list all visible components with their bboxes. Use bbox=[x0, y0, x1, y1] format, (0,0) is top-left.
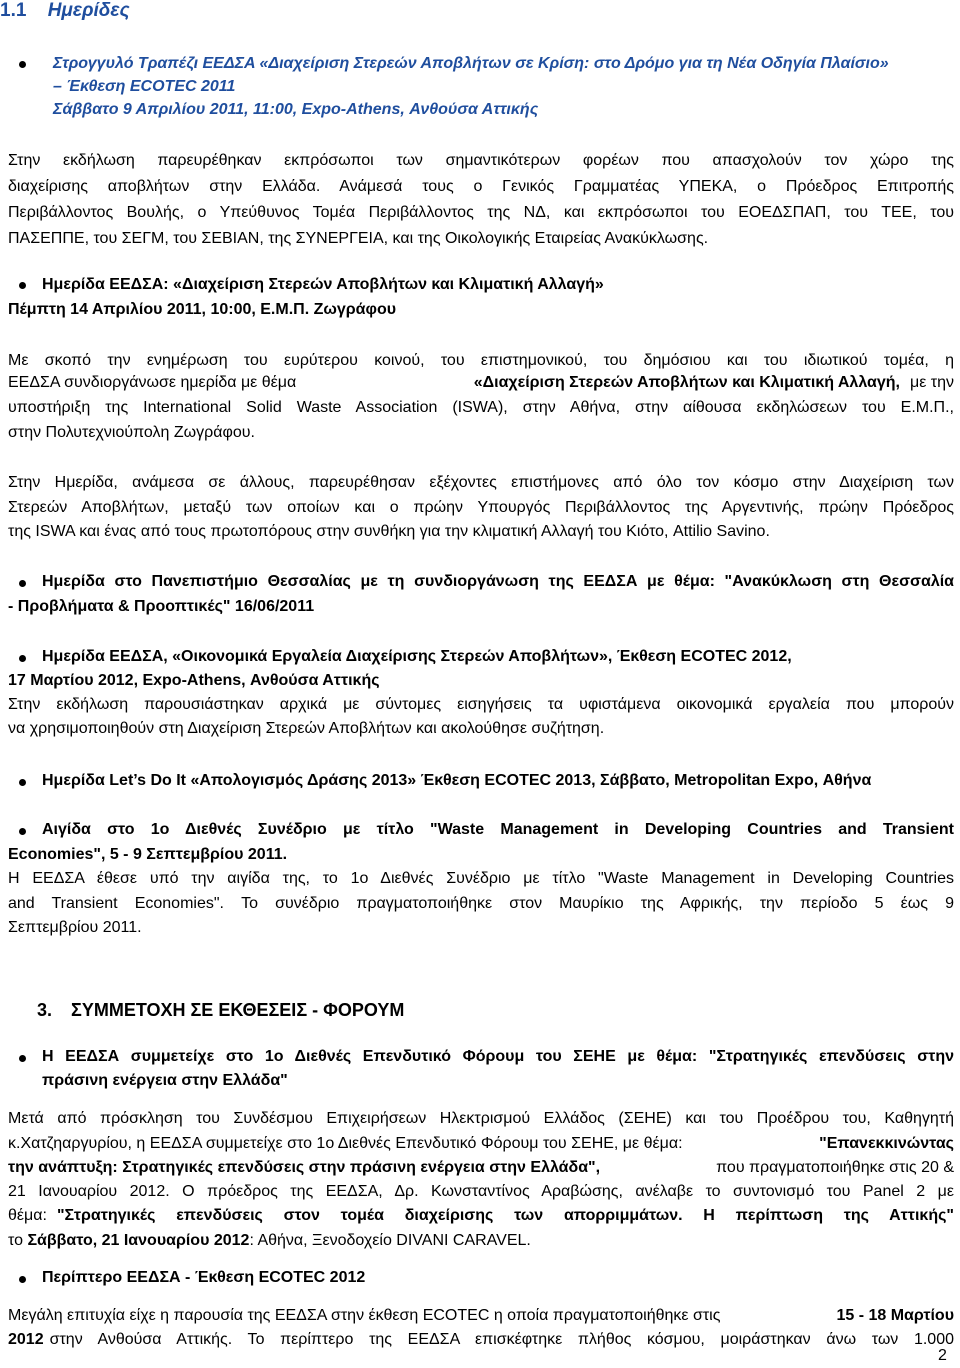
paragraph-line: Η ΕΕΔΣΑ έθεσε υπό την αιγίδα της, το 1ο Διεθνές Συνέδριο με τίτλο "Waste Management in Developing Countries bbox=[8, 870, 954, 887]
paragraph-line: της ISWA και ένας από τους πρωτοπόρους στην συνθήκη για την κλιματική Αλλαγή του Κιότο, Attilio Savino. bbox=[8, 523, 770, 540]
paragraph-line: Μετά από πρόσκληση του Συνδέσμου Επιχειρήσεων Ηλεκτρισμού Ελλάδος (ΣΕΗΕ) και του Προέδρου του, Καθηγητή bbox=[8, 1110, 954, 1127]
section-number: 1.1 bbox=[0, 0, 27, 21]
item-title-cont: Economies", 5 - 9 Σεπτεμβρίου 2011. bbox=[8, 846, 288, 863]
text-run: το bbox=[8, 1232, 23, 1249]
text-run: : Αθήνα, Ξενοδοχείο DIVANI CARAVEL. bbox=[249, 1232, 531, 1249]
paragraph-line bbox=[8, 1305, 954, 1327]
text-run: στην Ανθούσα Αττικής. Το περίπτερο της ΕΕΔΣΑ επισκέφτηκε πλήθος κόσμου, μοιράστηκαν άνω των 1.000 bbox=[49, 1331, 954, 1348]
item-date: 17 Μαρτίου 2012, Expo-Athens, Ανθούσα Αττικής bbox=[8, 672, 380, 689]
paragraph-line: διαχείρισης αποβλήτων στην Ελλάδα. Ανάμεσά τους ο Γενικός Γραμματέας ΥΠΕΚΑ, ο Πρόεδρος Επιτροπής bbox=[8, 178, 954, 195]
item-title: Περίπτερο ΕΕΔΣΑ - Έκθεση ECOTEC 2012 bbox=[42, 1269, 366, 1286]
item-title: Ημερίδα Let’s Do It «Απολογισμός Δράσης 2013» Έκθεση ECOTEC 2013, Σάββατο, Metropolitan Expo, Αθήνα bbox=[42, 772, 872, 789]
bullet-icon bbox=[19, 1055, 26, 1062]
paragraph-line: Στην εκδήλωση παρουσιάστηκαν αρχικά με σύντομες εισηγήσεις τα υφιστάμενα οικονομικά εργαλεία που μπορούν bbox=[8, 696, 954, 713]
section-heading bbox=[37, 999, 404, 1021]
item-title: Ημερίδα ΕΕΔΣΑ, «Οικονομικά Εργαλεία Διαχείρισης Στερεών Αποβλήτων», Έκθεση ECOTEC 2012, bbox=[42, 648, 792, 665]
paragraph-line: Περιβάλλοντος Βουλής, ο Υπεύθυνος Τομέα Περιβάλλοντος της ΝΔ, και εκπρόσωποι του ΕΟΕΔΣΠΑΠ, του ΤΕΕ, του bbox=[8, 204, 954, 221]
item-title: Η ΕΕΔΣΑ συμμετείχε στο 1ο Διεθνές Επενδυτικό Φόρουμ του ΣΕΗΕ με θέμα: "Στρατηγικές επενδύσεις στην bbox=[42, 1048, 954, 1065]
bullet-icon bbox=[19, 779, 26, 786]
item-title-cont: – Έκθεση ECOTEC 2011 bbox=[53, 78, 236, 95]
text-run: που πραγματοποιήθηκε στις 20 & bbox=[716, 1159, 954, 1176]
item-date: Σάββατο 9 Απριλίου 2011, 11:00, Expo-Athens, Ανθούσα Αττικής bbox=[53, 101, 539, 118]
item-title: Ημερίδα ΕΕΔΣΑ: «Διαχείριση Στερεών Αποβλήτων και Κλιματική Αλλαγή» bbox=[42, 276, 604, 293]
section-title: ΣΥΜΜΕΤΟΧΗ ΣΕ ΕΚΘΕΣΕΙΣ - ΦΟΡΟΥΜ bbox=[71, 1000, 405, 1020]
text-run-bold: 2012 bbox=[8, 1331, 44, 1348]
text-run: θέμα: bbox=[8, 1207, 47, 1224]
text-run: κ.Χατζηαργυρίου, η ΕΕΔΣΑ συμμετείχε στο 1ο Διεθνές Επενδυτικό Φόρουμ του ΣΕΗΕ, με θέμα: bbox=[8, 1135, 683, 1152]
item-title-cont: - Προβλήματα & Προοπτικές" 16/06/2011 bbox=[8, 598, 315, 615]
item-title-cont: πράσινη ενέργεια στην Ελλάδα" bbox=[42, 1072, 288, 1089]
text-run-bold: την ανάπτυξη: Στρατηγικές επενδύσεις στην πράσινη ενέργεια στην Ελλάδα", bbox=[8, 1159, 601, 1176]
paragraph-line: and Transient Economies". Το συνέδριο πραγματοποιήθηκε στον Μαυρίκιο της Αφρικής, την περίοδο 5 έως 9 bbox=[8, 895, 954, 912]
paragraph-line bbox=[8, 1205, 954, 1227]
text-run-bold: "Επανεκκινώντας bbox=[819, 1135, 954, 1152]
text-run-bold: "Στρατηγικές επενδύσεις στον τομέα διαχείρισης των απορριμμάτων. Η περίπτωση της Αττικής" bbox=[56, 1207, 954, 1224]
item-date: Πέμπτη 14 Απριλίου 2011, 10:00, Ε.Μ.Π. Ζωγράφου bbox=[8, 301, 397, 318]
bullet-icon bbox=[19, 282, 26, 289]
section-heading bbox=[0, 0, 130, 22]
bullet-icon bbox=[19, 828, 26, 835]
paragraph-line: να χρησιμοποιηθούν στη Διαχείριση Στερεών Αποβλήτων και ακολούθησε συζήτηση. bbox=[8, 720, 605, 737]
paragraph-line: Στην εκδήλωση παρευρέθηκαν εκπρόσωποι των σημαντικότερων φορέων που απασχολούν τον χώρο της bbox=[8, 152, 954, 169]
paragraph-line: στην Πολυτεχνιούπολη Ζωγράφου. bbox=[8, 424, 255, 441]
text-run: Μεγάλη επιτυχία είχε η παρουσία της ΕΕΔΣΑ στην έκθεση ECOTEC η οποία πραγματοποιήθηκε στις bbox=[8, 1307, 721, 1324]
paragraph-line: Στερεών Αποβλήτων, μεταξύ των οποίων και ο πρώην Υπουργός Περιβάλλοντος της Αργεντινής, πρώην Πρόεδρος bbox=[8, 499, 954, 516]
paragraph-line bbox=[8, 1230, 531, 1252]
paragraph-line bbox=[8, 1133, 954, 1155]
paragraph-line: Στην Ημερίδα, ανάμεσα σε άλλους, παρευρέθησαν εξέχοντες επιστήμονες από όλο τον κόσμο στην Διαχείριση των bbox=[8, 474, 954, 491]
item-title: Αιγίδα στο 1ο Διεθνές Συνέδριο με τίτλο "Waste Management in Developing Countries and Transient bbox=[42, 821, 954, 838]
text-run-bold: «Διαχείριση Στερεών Αποβλήτων και Κλιματική Αλλαγή, bbox=[473, 374, 900, 391]
section-number: 3. bbox=[37, 1000, 53, 1020]
bullet-icon bbox=[19, 655, 26, 662]
paragraph-line: 21 Ιανουαρίου 2012. Ο πρόεδρος της ΕΕΔΣΑ, Δρ. Κωνσταντίνος Αραβώσης, ανέλαβε το συντονισμό του Panel 2 με bbox=[8, 1183, 954, 1200]
bullet-icon bbox=[19, 61, 26, 68]
paragraph-line bbox=[8, 372, 954, 394]
text-run: με την bbox=[909, 374, 954, 391]
text-run-bold: Σάββατο, 21 Ιανουαρίου 2012 bbox=[27, 1232, 250, 1249]
bullet-icon bbox=[19, 1276, 26, 1283]
page-number: 2 bbox=[938, 1347, 947, 1364]
paragraph-line bbox=[8, 1329, 954, 1351]
paragraph-line bbox=[8, 1157, 954, 1179]
text-run: ΕΕΔΣΑ συνδιοργάνωσε ημερίδα με θέμα bbox=[8, 374, 297, 391]
text-run-bold: 15 - 18 Μαρτίου bbox=[836, 1307, 954, 1324]
paragraph-line: Με σκοπό την ενημέρωση του ευρύτερου κοινού, του επιστημονικού, του δημόσιου και του ιδιωτικού τομέα, η bbox=[8, 352, 954, 369]
item-title: Στρογγυλό Τραπέζι ΕΕΔΣΑ «Διαχείριση Στερεών Αποβλήτων σε Κρίση: στο Δρόμο για τη Νέα Οδηγία Πλαίσιο» bbox=[53, 55, 889, 72]
paragraph-line: υποστήριξη της International Solid Waste Association (ISWA), στην Αθήνα, στην αίθουσα εκδηλώσεων του Ε.Μ.Π., bbox=[8, 399, 955, 416]
bullet-icon bbox=[19, 580, 26, 587]
item-title: Ημερίδα στο Πανεπιστήμιο Θεσσαλίας με τη συνδιοργάνωση της ΕΕΔΣΑ με θέμα: "Ανακύκλωση στη Θεσσαλία bbox=[42, 573, 954, 590]
paragraph-line: Σεπτεμβρίου 2011. bbox=[8, 919, 142, 936]
section-title: Ημερίδες bbox=[47, 0, 130, 21]
paragraph-line: ΠΑΣΕΠΠΕ, του ΣΕΓΜ, του ΣΕΒΙΑΝ, της ΣΥΝΕΡΓΕΙΑ, και της Οικολογικής Εταιρείας Ανακύκλωσης. bbox=[8, 230, 709, 247]
